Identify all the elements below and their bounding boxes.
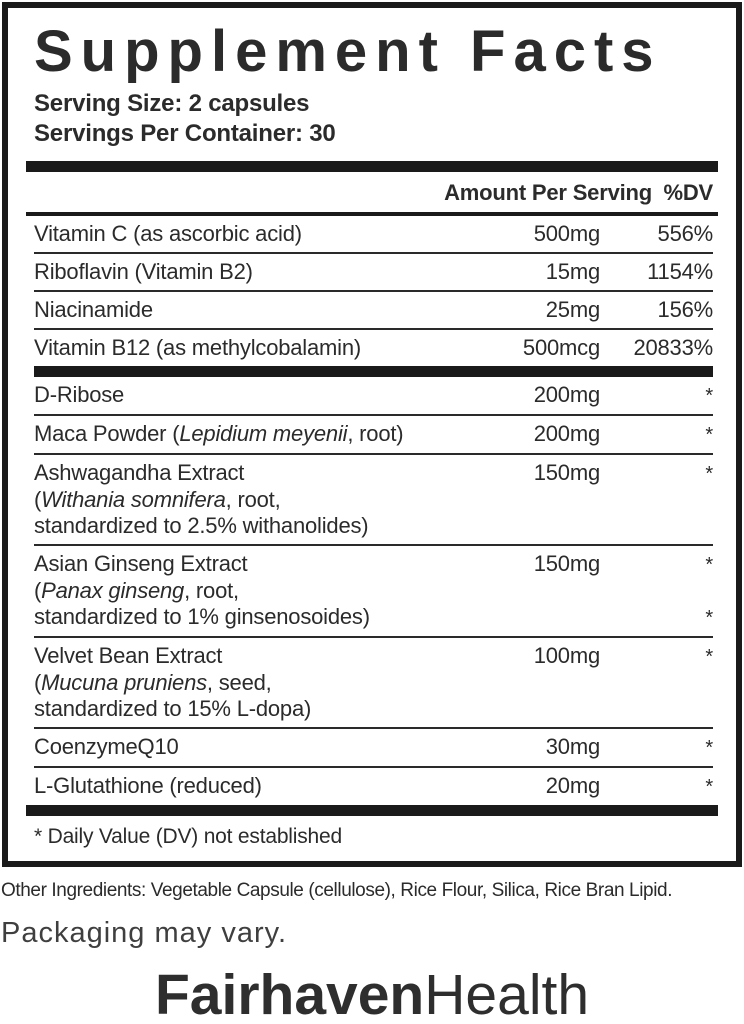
name-text: CoenzymeQ10: [34, 733, 179, 759]
ingredient-name: [34, 604, 495, 630]
name-text: Vitamin C (as ascorbic acid): [34, 220, 302, 246]
amount-cell: 200mg: [533, 420, 600, 446]
ingredient-row: [34, 328, 713, 366]
ingredient-line: [34, 335, 713, 361]
name-text: Asian Ginseng Extract: [34, 550, 248, 576]
ingredient-name: [34, 487, 495, 513]
amount-cell: 500mcg: [522, 334, 600, 360]
ingredient-name: [34, 460, 495, 486]
ingredient-table: [34, 216, 713, 805]
ingredient-line: [34, 382, 713, 409]
ingredient-row: [34, 252, 713, 290]
name-text: (: [34, 669, 42, 695]
ingredient-row: [34, 377, 713, 414]
brand-name-light: Health: [424, 962, 590, 1024]
ingredient-row: [34, 414, 713, 453]
ingredient-name: [34, 382, 495, 408]
name-text: , seed,: [206, 669, 272, 695]
ingredient-line: [34, 643, 713, 670]
name-text: , root): [347, 420, 404, 446]
name-text: (: [34, 486, 42, 512]
botanical-name: Withania somnifera: [41, 486, 226, 512]
amount-cell: 200mg: [533, 381, 600, 407]
ingredient-name: [34, 551, 495, 577]
name-text: D-Ribose: [34, 381, 125, 407]
ingredient-name: [34, 670, 495, 696]
amount-cell: 500mg: [533, 220, 600, 246]
dv-cell: *: [705, 553, 713, 576]
dv-footnote: * Daily Value (DV) not established: [34, 824, 342, 848]
dv-cell: *: [705, 736, 713, 759]
botanical-name: Mucuna pruniens: [41, 669, 207, 695]
ingredient-name: [34, 578, 495, 604]
ingredient-name: [34, 643, 495, 669]
ingredient-line: [34, 487, 713, 513]
name-text: (: [34, 577, 42, 603]
ingredient-line: [34, 259, 713, 285]
panel-title: Supplement Facts: [34, 19, 662, 84]
dv-cell: *: [705, 606, 713, 629]
ingredient-name: [34, 734, 495, 760]
dv-cell: *: [705, 462, 713, 485]
column-header-row: [34, 172, 713, 212]
ingredient-line: [34, 604, 713, 631]
supplement-facts-panel: [2, 2, 742, 867]
name-text: standardized to 2.5% withanolides): [34, 512, 369, 538]
packaging-note: Packaging may vary.: [1, 916, 288, 949]
dv-cell: *: [705, 645, 713, 668]
ingredient-line: [34, 297, 713, 323]
ingredient-row: [34, 544, 713, 636]
ingredient-section: [34, 216, 713, 366]
ingredient-line: [34, 460, 713, 487]
dv-cell: *: [705, 423, 713, 446]
name-text: Riboflavin (Vitamin B2): [34, 258, 253, 284]
name-text: Ashwagandha Extract: [34, 459, 245, 485]
ingredient-name: [34, 513, 495, 539]
ingredient-name: [34, 297, 495, 323]
name-text: , root,: [184, 577, 239, 603]
serving-info: [34, 89, 713, 149]
ingredient-section: [34, 366, 713, 805]
amount-per-serving-header: Amount Per Serving: [444, 179, 652, 205]
serving-size: Serving Size: 2 capsules: [34, 89, 310, 117]
botanical-name: Panax ginseng: [41, 577, 185, 603]
ingredient-name: [34, 696, 495, 722]
dv-header: %DV: [663, 179, 713, 205]
ingredient-name: [34, 259, 495, 285]
name-text: Maca Powder (: [34, 420, 180, 446]
ingredient-row: [34, 727, 713, 766]
dv-cell: 156%: [657, 296, 713, 322]
ingredient-row: [34, 216, 713, 252]
ingredient-line: [34, 513, 713, 539]
ingredient-line: [34, 734, 713, 761]
ingredient-line: [34, 551, 713, 578]
ingredient-row: [34, 636, 713, 727]
amount-cell: 20mg: [545, 772, 600, 798]
ingredient-row: [34, 290, 713, 328]
amount-cell: 25mg: [545, 296, 600, 322]
divider-thick-bar: [26, 161, 718, 172]
dv-cell: *: [705, 775, 713, 798]
ingredient-name: [34, 335, 495, 361]
ingredient-name: [34, 773, 495, 799]
name-text: Vitamin B12 (as methylcobalamin): [34, 334, 362, 360]
ingredient-name: [34, 221, 495, 247]
divider-thick-bar: [26, 805, 718, 816]
amount-cell: 30mg: [545, 733, 600, 759]
dv-cell: 1154%: [647, 258, 713, 284]
name-text: standardized to 15% L-dopa): [34, 695, 312, 721]
amount-cell: 15mg: [545, 258, 600, 284]
name-text: L-Glutathione (reduced): [34, 772, 262, 798]
name-text: Niacinamide: [34, 296, 153, 322]
ingredient-line: [34, 696, 713, 722]
servings-per-container: Servings Per Container: 30: [34, 119, 336, 147]
ingredient-line: [34, 773, 713, 800]
botanical-name: Lepidium meyenii: [179, 420, 348, 446]
ingredient-line: [34, 221, 713, 247]
dv-cell: *: [705, 384, 713, 407]
other-ingredients-text: Other Ingredients: Vegetable Capsule (cellulose), Rice Flour, Silica, Rice Bran Lipid.: [1, 879, 673, 901]
name-text: Velvet Bean Extract: [34, 642, 223, 668]
name-text: , root,: [225, 486, 281, 512]
amount-cell: 100mg: [533, 642, 600, 668]
brand-name-bold: Fairhaven: [154, 962, 425, 1024]
name-text: standardized to 1% ginsenosoides): [34, 603, 370, 629]
ingredient-row: [34, 453, 713, 544]
ingredient-line: [34, 421, 713, 448]
amount-cell: 150mg: [533, 459, 600, 485]
dv-cell: 20833%: [633, 334, 713, 360]
brand-logo: [0, 962, 744, 1024]
amount-cell: 150mg: [533, 550, 600, 576]
ingredient-name: [34, 421, 495, 447]
ingredient-line: [34, 670, 713, 696]
ingredient-row: [34, 766, 713, 805]
ingredient-line: [34, 578, 713, 604]
dv-cell: 556%: [657, 220, 713, 246]
